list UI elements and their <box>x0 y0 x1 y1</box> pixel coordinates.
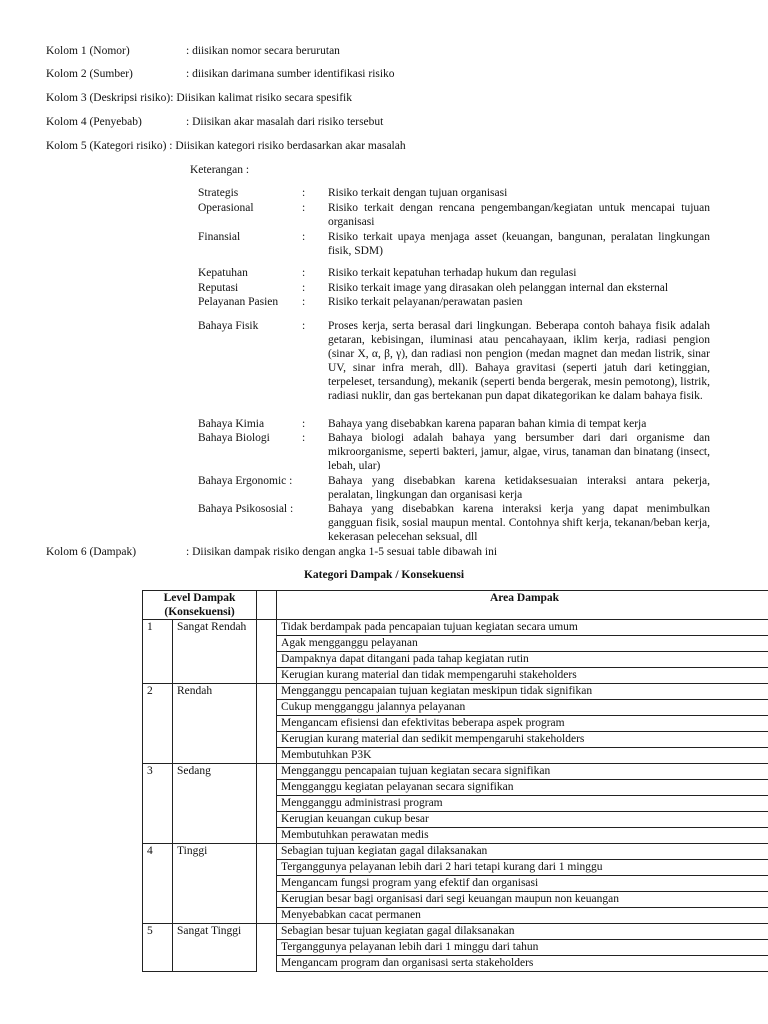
definition-term: Kepatuhan <box>198 267 248 279</box>
table-title: Kategori Dampak / Konsekuensi <box>303 569 465 581</box>
area-cell: Mengganggu kegiatan pelayanan secara signifikan <box>277 780 768 796</box>
definition-term: Bahaya Biologi <box>198 432 270 444</box>
kolom-3-line <box>46 91 352 105</box>
area-cell: Terganggunya pelayanan lebih dari 1 minggu dari tahun <box>277 940 768 956</box>
definition-term: Pelayanan Pasien <box>198 296 279 308</box>
definition-desc: Risiko terkait upaya menjaga asset (keuangan, bangunan, peralatan lingkungan fisik, SDM) <box>328 231 710 257</box>
kolom-label: Kolom 2 (Sumber) <box>46 68 133 80</box>
spacer-cell <box>257 684 277 764</box>
definition-desc: Bahaya yang disebabkan karena interaksi kerja yang dapat menimbulkan gangguan fisik, sosial maupun mental. Contohnya shift kerja, tekanan/beban kerja, kekerasan pelecehan seksual, dll <box>328 503 710 543</box>
definition-term: Bahaya Kimia <box>198 418 265 430</box>
table-row <box>143 764 768 780</box>
document-page: Kolom 1 (Nomor) : diisikan nomor secara berurutan Kolom 2 (Sumber) : diisikan darimana sumber identifikasi risiko Kolom 3 (Deskripsi risiko): Diisikan kalimat risiko secara spesifik Kolom 4 (Penyebab) : Diisikan akar masalah dari risiko tersebut Kolom 5 (Kategori risiko) : Diisikan kategori risiko berdasarkan akar masalah Keterangan : Strategis : Risiko terkait dengan tujuan organisasi Operasional : Risiko terkait dengan rencana pengembangan/kegiatan untuk mencapai tujuan organisasi Finansial : Risiko terkait upaya menjaga asset (keuangan, bangunan, peralatan lingkungan fisik, SDM) Kepatuhan : Risiko terkait kepatuhan terhadap hukum dan regulasi Reputasi : Risiko terkait image yang dirasakan oleh pelanggan internal dan eksternal Pelayanan Pasien : Risiko terkait pelayanan/perawatan pasien Bahaya Fisik : Proses kerja, serta berasal dari lingkungan. Beberapa contoh bahaya fisik adalah getaran, kebisingan, iluminasi atau pencahayaan, iklim kerja, radiasi pengion (sinar X, α, β, γ), dan radiasi non pengion (medan magnet dan medan listrik, sinar UV, sinar infra merah, dll). Bahaya gravitasi (seperti jatuh dari ketinggian, terpeleset, tersandung), mekanik (seperti benda bergerak, mesin pemotong), listrik, radiasi nuklir, dan gas bertekanan pun dapat dikategorikan ke dalam bahaya fisik. Bahaya Kimia : Bahaya yang disebabkan karena paparan bahan kimia di tempat kerja Bahaya Biologi : Bahaya biologi adalah bahaya yang bersumber dari dari organisme dan mikroorganisme, seperti bakteri, jamur, algae, virus, tanaman dan binatang (insect, lebah, ular) Bahaya Ergonomic : Bahaya yang disebabkan karena ketidaksesuaian interaksi antara pekerja, peralatan, lingkungan dan organisasi kerja Bahaya Psikososial : Bahaya yang disebabkan karena interaksi kerja yang dapat menimbulkan gangguan fisik, sosial maupun mental. Contohnya shift kerja, tekanan/beban kerja, kekerasan pelecehan seksual, dll Kolom 6 (Dampak) : Diisikan dampak risiko dengan angka 1-5 sesuai table dibawah ini Kategori Dampak / Konsekuensi Level Dampak (Konsekuensi) Area Dampak 1 Sangat Rendah Tidak berdampak pada pencapaian tujuan kegiatan secara umum Agak mengganggu pelayanan Dampaknya dapat ditangani pada tahap kegiatan rutin Kerugian kurang material dan tidak mempengaruhi stakeholders 2 Rendah Mengganggu pencapaian tujuan kegiatan meskipun tidak signifikan Cukup mengganggu jalannya pelayanan Mengancam efisiensi dan efektivitas beberapa aspek program Kerugian kurang material dan sedikit mempengaruhi stakeholders Membutuhkan P3K 3 Sedang Mengganggu pencapaian tujuan kegiatan secara signifikan Mengganggu kegiatan pelayanan secara signifikan Mengganggu administrasi program Kerugian keuangan cukup besar Membutuhkan perawatan medis 4 Tinggi Sebagian tujuan kegiatan gagal dilaksanakan Terganggunya pelayanan lebih dari 2 hari tetapi kurang dari 1 minggu Mengancam fungsi program yang efektif dan organisasi Kerugian besar bagi organisasi dari segi keuangan maupun non keuangan Menyebabkan cacat permanen 5 Sangat Tinggi Sebagian besar tujuan kegiatan gagal dilaksanakan Terganggunya pelayanan lebih dari 1 minggu dari tahun Mengancam program dan organisasi serta stakeholders <box>0 0 768 1024</box>
area-cell: Mengancam fungsi program yang efektif dan organisasi <box>277 876 768 892</box>
table-row <box>143 684 768 700</box>
area-cell: Terganggunya pelayanan lebih dari 2 hari tetapi kurang dari 1 minggu <box>277 860 768 876</box>
kolom-label: Kolom 3 (Deskripsi risiko) <box>46 92 171 104</box>
level-number: 5 <box>143 924 173 972</box>
kolom-text: : Diisikan akar masalah dari risiko tersebut <box>186 116 384 128</box>
spacer-cell <box>257 924 277 972</box>
area-cell: Kerugian keuangan cukup besar <box>277 812 768 828</box>
kolom-4-line <box>46 115 383 129</box>
keterangan-title: Keterangan : <box>190 164 250 176</box>
area-cell: Mengganggu pencapaian tujuan kegiatan secara signifikan <box>277 764 768 780</box>
definition-term: Bahaya Fisik <box>198 320 259 332</box>
level-number: 2 <box>143 684 173 764</box>
level-name: Sangat Tinggi <box>173 924 257 972</box>
table-row <box>143 620 768 636</box>
kolom-1-line <box>46 44 340 58</box>
kolom-label: Kolom 6 (Dampak) <box>46 546 137 558</box>
level-name: Rendah <box>173 684 257 764</box>
table-row <box>143 844 768 860</box>
definition-desc: Risiko terkait kepatuhan terhadap hukum dan regulasi <box>328 267 577 279</box>
level-number: 3 <box>143 764 173 844</box>
definition-desc: Bahaya yang disebabkan karena ketidaksesuaian interaksi antara pekerja, peralatan, lingkungan dan organisasi kerja <box>328 475 710 501</box>
definition-desc: Proses kerja, serta berasal dari lingkungan. Beberapa contoh bahaya fisik adalah getaran, kebisingan, iluminasi atau pencahayaan, iklim kerja, radiasi pengion (sinar X, α, β, γ), dan radiasi non pengion (medan magnet dan medan listrik, sinar UV, sinar infra merah, dll). Bahaya gravitasi (seperti jatuh dari ketinggian, terpeleset, tersandung), mekanik (seperti benda bergerak, mesin pemotong), listrik, radiasi nuklir, dan gas bertekanan pun dapat dikategorikan ke dalam bahaya fisik. <box>328 320 710 402</box>
area-cell: Mengancam program dan organisasi serta stakeholders <box>277 956 768 972</box>
definition-term: Bahaya Psikososial : <box>198 503 294 515</box>
kolom-text: : diisikan nomor secara berurutan <box>186 45 340 57</box>
spacer-cell <box>257 620 277 684</box>
definition-desc: Bahaya yang disebabkan karena paparan bahan kimia di tempat kerja <box>328 418 647 430</box>
area-cell: Mengganggu administrasi program <box>277 796 768 812</box>
level-number: 1 <box>143 620 173 684</box>
spacer-cell <box>257 764 277 844</box>
table-header-row <box>143 591 768 620</box>
spacer-cell <box>257 844 277 924</box>
area-cell: Sebagian besar tujuan kegiatan gagal dilaksanakan <box>277 924 768 940</box>
header-area: Area Dampak <box>277 591 768 620</box>
kolom-label: Kolom 4 (Penyebab) <box>46 116 142 128</box>
area-cell: Membutuhkan P3K <box>277 748 768 764</box>
definition-term: Bahaya Ergonomic : <box>198 475 293 487</box>
kolom-6-line <box>46 545 497 559</box>
definition-term: Finansial <box>198 231 241 243</box>
kolom-text: : Diisikan kategori risiko berdasarkan akar masalah <box>169 140 406 152</box>
area-cell: Tidak berdampak pada pencapaian tujuan kegiatan secara umum <box>277 620 768 636</box>
area-cell: Kerugian kurang material dan sedikit mempengaruhi stakeholders <box>277 732 768 748</box>
kolom-text: : diisikan darimana sumber identifikasi risiko <box>186 68 395 80</box>
definition-desc: Bahaya biologi adalah bahaya yang bersumber dari dari organisme dan mikroorganisme, seperti bakteri, jamur, algae, virus, tanaman dan binatang (insect, lebah, ular) <box>328 432 710 472</box>
area-cell: Sebagian tujuan kegiatan gagal dilaksanakan <box>277 844 768 860</box>
definition-desc: Risiko terkait image yang dirasakan oleh pelanggan internal dan eksternal <box>328 282 669 294</box>
area-cell: Agak mengganggu pelayanan <box>277 636 768 652</box>
area-cell: Membutuhkan perawatan medis <box>277 828 768 844</box>
area-cell: Mengancam efisiensi dan efektivitas beberapa aspek program <box>277 716 768 732</box>
impact-table <box>142 590 768 972</box>
area-cell: Kerugian kurang material dan tidak mempengaruhi stakeholders <box>277 668 768 684</box>
area-cell: Dampaknya dapat ditangani pada tahap kegiatan rutin <box>277 652 768 668</box>
kolom-text: : Diisikan kalimat risiko secara spesifik <box>170 92 352 104</box>
definition-term: Strategis <box>198 187 239 199</box>
level-name: Sedang <box>173 764 257 844</box>
kolom-5-line <box>46 139 406 153</box>
header-level: Level Dampak (Konsekuensi) <box>143 591 257 620</box>
definition-desc: Risiko terkait dengan rencana pengembangan/kegiatan untuk mencapai tujuan organisasi <box>328 202 710 228</box>
level-number: 4 <box>143 844 173 924</box>
definition-term: Operasional <box>198 202 254 214</box>
kolom-label: Kolom 5 (Kategori risiko) <box>46 140 167 152</box>
definition-term: Reputasi <box>198 282 239 294</box>
kolom-text: : Diisikan dampak risiko dengan angka 1-5 sesuai table dibawah ini <box>186 546 498 558</box>
table-row <box>143 924 768 940</box>
area-cell: Cukup mengganggu jalannya pelayanan <box>277 700 768 716</box>
level-name: Sangat Rendah <box>173 620 257 684</box>
kolom-label: Kolom 1 (Nomor) <box>46 45 130 57</box>
level-name: Tinggi <box>173 844 257 924</box>
kolom-2-line <box>46 67 395 81</box>
area-cell: Mengganggu pencapaian tujuan kegiatan meskipun tidak signifikan <box>277 684 768 700</box>
definition-desc: Risiko terkait dengan tujuan organisasi <box>328 187 508 199</box>
area-cell: Menyebabkan cacat permanen <box>277 908 768 924</box>
definition-desc: Risiko terkait pelayanan/perawatan pasien <box>328 296 523 308</box>
area-cell: Kerugian besar bagi organisasi dari segi keuangan maupun non keuangan <box>277 892 768 908</box>
